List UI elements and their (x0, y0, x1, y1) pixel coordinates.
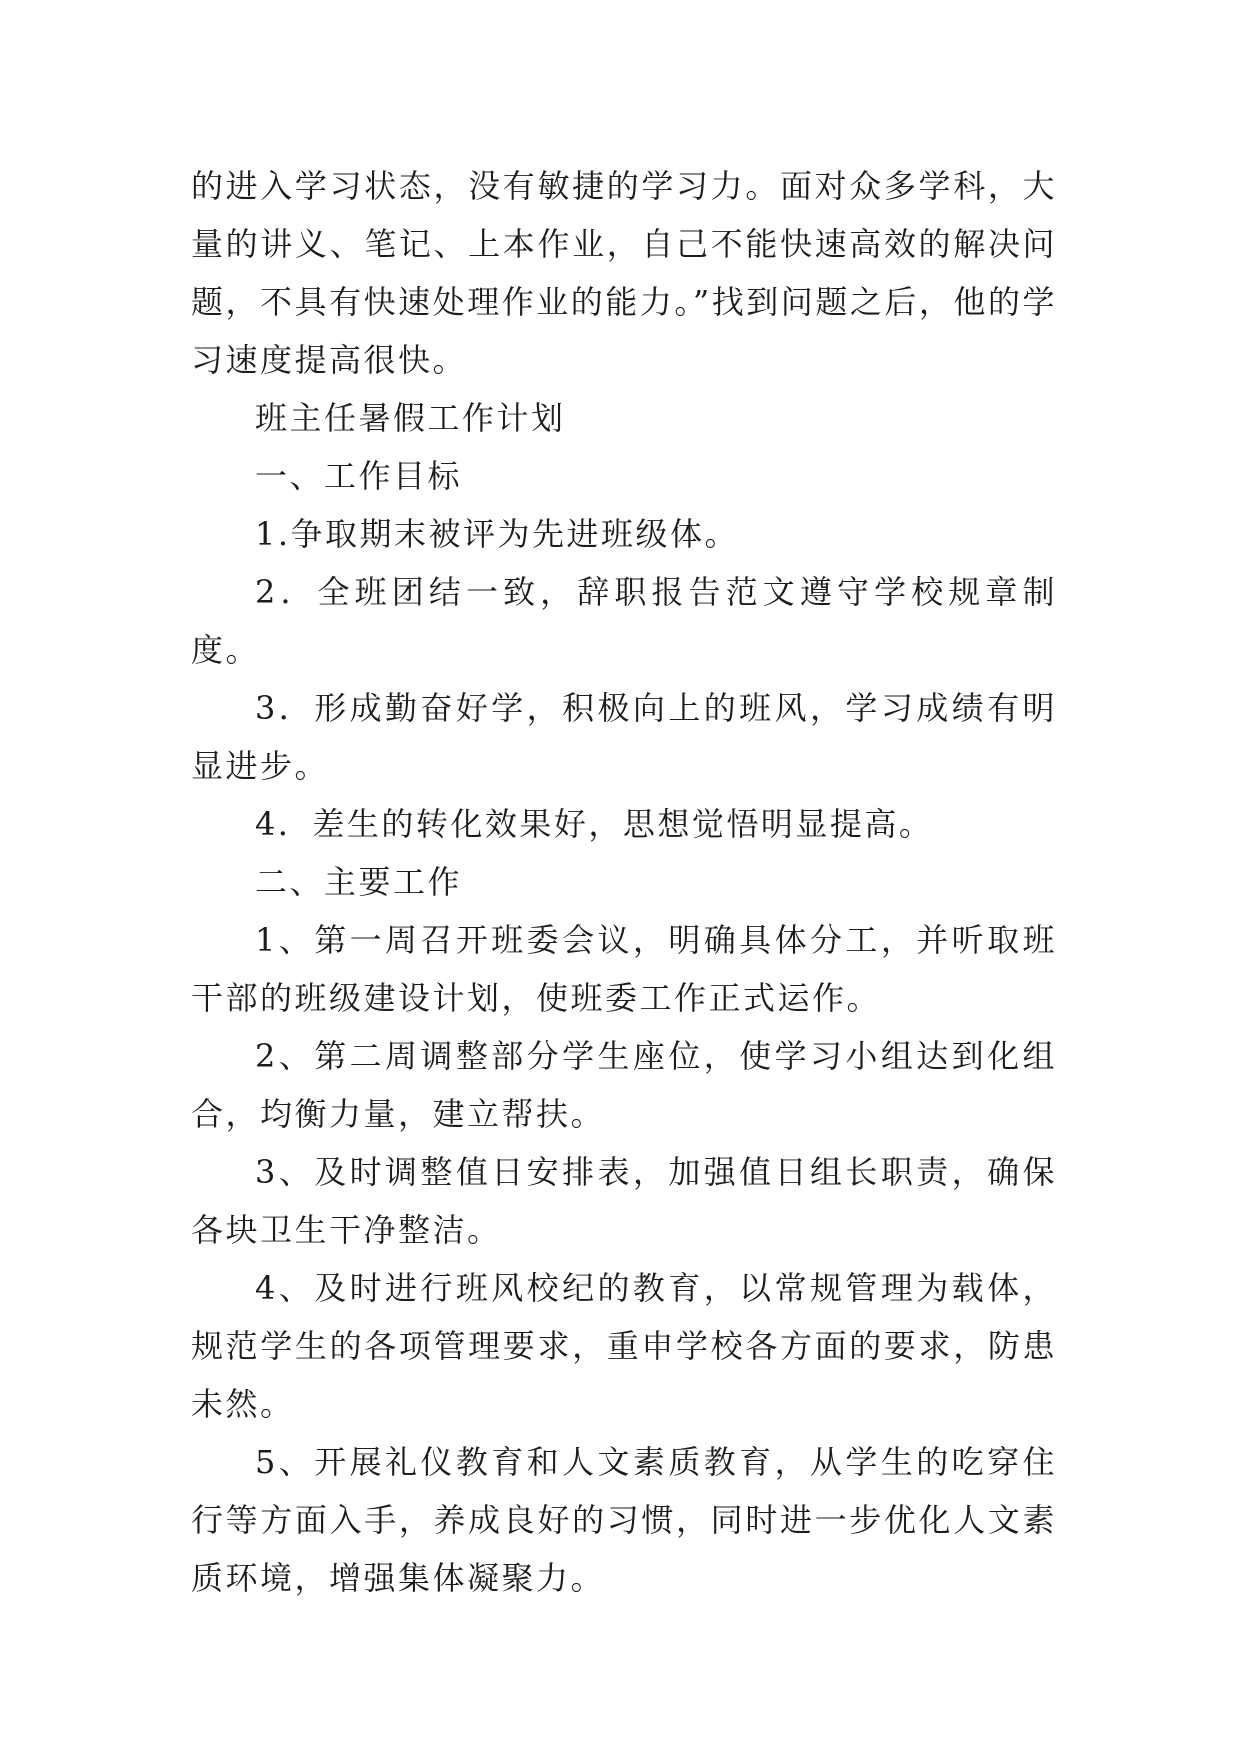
work-item-1: 1、第一周召开班委会议，明确具体分工，并听取班干部的班级建设计划，使班委工作正式运作。 (191, 921, 1057, 1017)
document-body (191, 157, 1057, 1607)
work-item-2: 2、第二周调整部分学生座位，使学习小组达到化组合，均衡力量，建立帮扶。 (191, 1037, 1057, 1133)
plan-title: 班主任暑假工作计划 (255, 399, 566, 437)
work-item-4: 4、及时进行班风校纪的教育，以常规管理为载体，规范学生的各项管理要求，重申学校各方面的要求，防患未然。 (191, 1269, 1057, 1423)
goal-item-4: 4．差生的转化效果好，思想觉悟明显提高。 (255, 805, 934, 843)
section-heading-main-work: 二、主要工作 (255, 863, 463, 901)
goal-item-1: 1.争取期末被评为先进班级体。 (255, 515, 740, 553)
goal-item-3: 3．形成勤奋好学，积极向上的班风，学习成绩有明显进步。 (191, 689, 1057, 785)
work-item-5: 5、开展礼仪教育和人文素质教育，从学生的吃穿住行等方面入手，养成良好的习惯，同时进一步优化人文素质环境，增强集体凝聚力。 (191, 1443, 1057, 1597)
paragraph-continuation: 的进入学习状态，没有敏捷的学习力。面对众多学科，大量的讲义、笔记、上本作业，自己不能快速高效的解决问题，不具有快速处理作业的能力。”找到问题之后，他的学习速度提高很快。 (191, 167, 1057, 379)
section-heading-goals: 一、工作目标 (255, 457, 463, 495)
work-item-3: 3、及时调整值日安排表，加强值日组长职责，确保各块卫生干净整洁。 (191, 1153, 1057, 1249)
goal-item-2: 2．全班团结一致，辞职报告范文遵守学校规章制度。 (191, 573, 1057, 669)
